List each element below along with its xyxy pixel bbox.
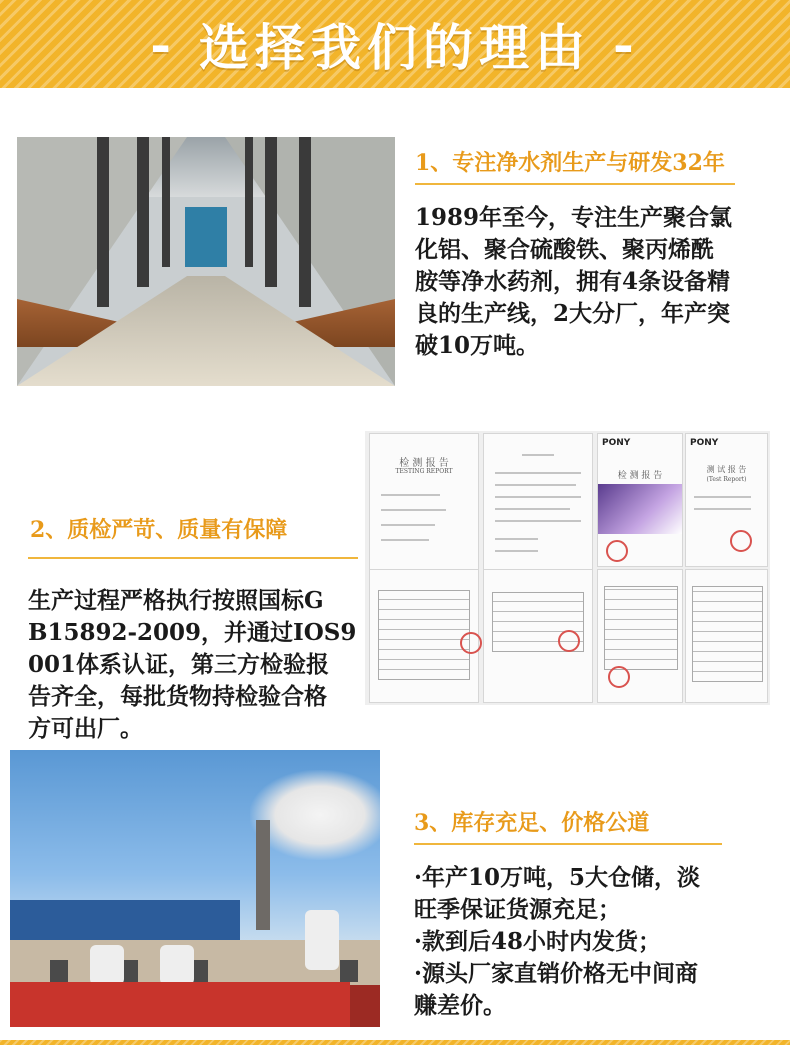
bottom-bar xyxy=(0,1040,790,1045)
cargo-bag xyxy=(305,910,339,970)
report-line xyxy=(495,520,581,522)
report-table xyxy=(378,590,470,680)
red-truck xyxy=(10,982,350,1027)
report-subtitle: TESTING REPORT xyxy=(395,468,453,475)
red-seal-icon xyxy=(606,540,628,562)
factory-column xyxy=(299,137,311,307)
section-3-body: ·年产10万吨，5大仓储，淡 旺季保证货源充足； ·款到后48小时内发货； ·源头厂家直销价格无中间商 赚差价。 xyxy=(414,864,701,1019)
report-cover-graphic xyxy=(598,484,682,534)
page-title: 选择我们的理由 xyxy=(199,18,591,77)
section-2-divider xyxy=(28,557,358,559)
report-page xyxy=(597,433,683,567)
warehouse-window xyxy=(50,960,68,982)
report-page xyxy=(685,433,768,567)
red-seal-icon xyxy=(608,666,630,688)
report-table xyxy=(604,586,678,670)
factory-column xyxy=(137,137,149,287)
report-line xyxy=(381,494,440,496)
section-2-body: 生产过程严格执行按照国标G B15892-2009，并通过IOS9 001体系认证，第三方检验报 告齐全，每批货物持检验合格 方可出厂。 xyxy=(28,587,357,742)
section-3-title: 3、库存充足、价格公道 xyxy=(414,810,650,836)
cargo-bag xyxy=(160,945,194,985)
report-page xyxy=(369,433,479,583)
header-title-row xyxy=(150,8,640,80)
report-line xyxy=(381,509,446,511)
factory-column xyxy=(265,137,277,287)
factory-column xyxy=(97,137,109,307)
factory-interior-photo xyxy=(17,137,395,386)
header-suffix: - xyxy=(613,14,640,74)
report-subtitle: (Test Report) xyxy=(706,476,747,483)
section-1-divider xyxy=(415,183,735,185)
factory-column xyxy=(245,137,253,267)
report-page xyxy=(483,569,593,703)
header-prefix: - xyxy=(150,14,177,74)
report-table xyxy=(692,586,763,682)
chimney xyxy=(256,820,270,930)
report-line xyxy=(495,508,571,510)
report-line xyxy=(495,472,581,474)
warehouse-truck-photo xyxy=(10,750,380,1027)
report-line xyxy=(495,550,538,552)
section-1-body: 1989年至今，专注生产聚合氯 化铝、聚合硫酸铁、聚丙烯酰 胺等净水药剂，拥有4条设备精 良的生产线，2大分厂，年产突 破10万吨。 xyxy=(415,204,733,359)
factory-back-window xyxy=(185,207,227,267)
report-title: 测 试 报 告 xyxy=(706,465,747,474)
report-title: 检 测 报 告 xyxy=(399,458,449,469)
report-page xyxy=(597,569,683,703)
report-page xyxy=(685,569,768,703)
report-brand: PONY xyxy=(602,438,631,448)
report-page xyxy=(369,569,479,703)
warehouse-roof xyxy=(10,900,240,940)
red-seal-icon xyxy=(730,530,752,552)
report-line xyxy=(495,538,538,540)
truck-cab xyxy=(350,985,380,1027)
factory-column xyxy=(162,137,170,267)
cargo-bag xyxy=(90,945,124,985)
report-line xyxy=(522,454,554,456)
report-line xyxy=(381,524,435,526)
section-1-title: 1、专注净水剂生产与研发32年 xyxy=(415,150,725,176)
report-title: 检 测 报 告 xyxy=(617,471,663,481)
report-line xyxy=(694,508,751,510)
section-3-divider xyxy=(414,843,722,845)
section-2-title: 2、质检严苛、质量有保障 xyxy=(30,517,288,543)
test-reports-photo xyxy=(365,431,770,705)
report-line xyxy=(495,484,576,486)
report-brand: PONY xyxy=(690,438,719,448)
report-line xyxy=(495,496,581,498)
report-line xyxy=(694,496,751,498)
header-banner xyxy=(0,0,790,88)
red-seal-icon xyxy=(558,630,580,652)
report-page xyxy=(483,433,593,583)
red-seal-icon xyxy=(460,632,482,654)
warehouse-window xyxy=(340,960,358,982)
report-line xyxy=(381,539,430,541)
